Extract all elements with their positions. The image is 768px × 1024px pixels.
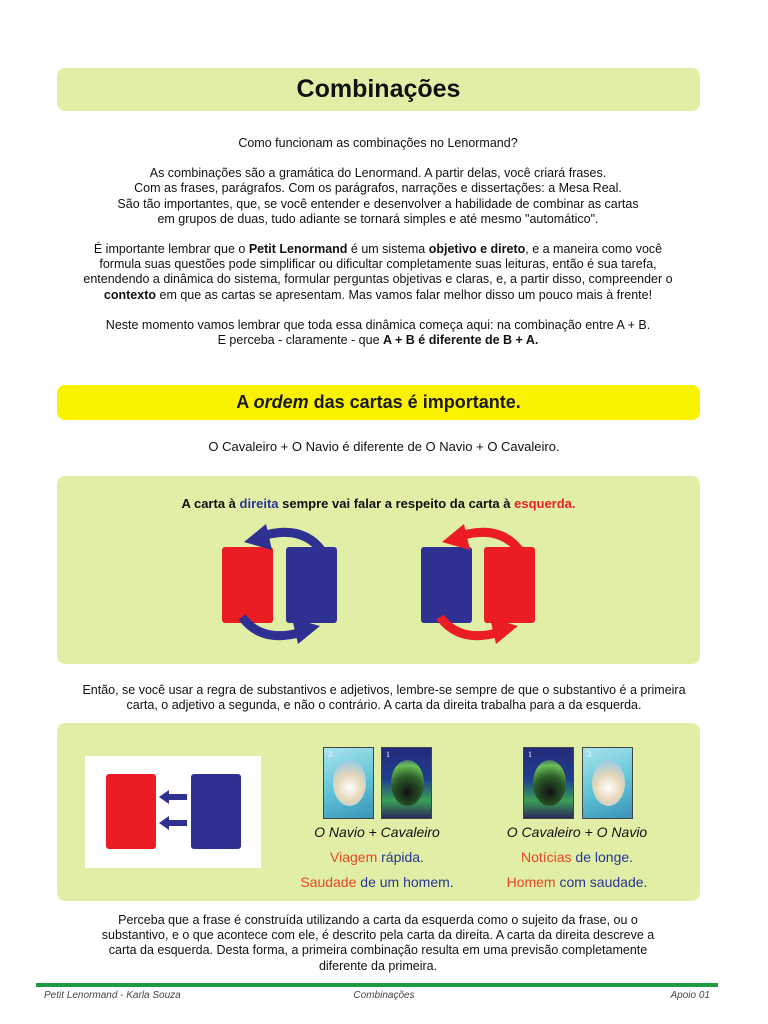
rider-illustration: [391, 760, 424, 806]
text-fragment: A carta à: [181, 496, 240, 511]
text-fragment: É importante lembrar que o: [93, 242, 249, 257]
rider-illustration: [533, 760, 566, 806]
footer-section: Combinações: [353, 990, 415, 1001]
text-fragment: de um homem.: [356, 874, 454, 890]
blue-card: [191, 774, 241, 849]
combo-left-phrase-2: [277, 874, 477, 890]
footer-author: Petit Lenormand - Karla Souza: [44, 990, 181, 1001]
red-card: [106, 774, 156, 849]
ship-illustration: [333, 760, 366, 806]
card-number: 1: [528, 750, 532, 759]
arrow-left-icon: [157, 786, 191, 836]
text-fragment: é um sistema: [347, 242, 429, 257]
text-fragment: das cartas é importante.: [308, 392, 521, 412]
card-number: 3: [328, 750, 332, 759]
combo-right-phrase-2: [477, 874, 677, 890]
text-fragment: Neste momento vamos lembrar que toda essa dinâmica começa aqui: na combinação entre A + B.: [105, 317, 651, 332]
rotate-arrows-red-icon: [420, 524, 540, 644]
text-fragment: A: [236, 392, 254, 412]
intro-p1-line: As combinações são a gramática do Lenormand. A partir delas, você criará frases.: [149, 166, 607, 181]
card-number: 3: [587, 750, 591, 759]
intro-paragraph-2: [60, 242, 696, 303]
text-fragment: em que as cartas se apresentam. Mas vamos falar melhor disso um pouco mais à frente!: [156, 287, 653, 302]
ship-card-image: [582, 747, 633, 819]
text-fragment: E perceba - claramente - que: [217, 333, 383, 348]
closing-line: diferente da primeira.: [318, 958, 438, 973]
examples-panel: [57, 723, 700, 901]
text-fragment: formula suas questões pode simplificar ou dificultar completamente suas leituras, então é sua tarefa,: [99, 257, 657, 272]
intro-text: [60, 136, 696, 363]
rule-line: Então, se você usar a regra de substantivos e adjetivos, lembre-se sempre de que o substantivo é a primeira: [82, 683, 686, 697]
ship-illustration: [592, 760, 625, 806]
page-title: Combinações: [296, 75, 461, 103]
closing-line: carta da esquerda. Desta forma, a primeira combinação resulta em uma previsão completamente: [108, 943, 648, 958]
text-fragment: rápida.: [377, 849, 424, 865]
footer-page: Apoio 01: [670, 990, 710, 1001]
example-line: O Cavaleiro + O Navio é diferente de O Navio + O Cavaleiro.: [208, 439, 560, 454]
closing-line: substantivo, e o que acontece com ele, é descrito pela carta da direita. A carta da direita descreve a: [101, 928, 655, 943]
ship-card-image: [323, 747, 374, 819]
text-fragment: entendendo a dinâmica do sistema, formular perguntas objetivas e claras, e, a partir disso, compreender o: [83, 272, 673, 287]
highlight-word: Saudade: [300, 874, 357, 890]
rule-line: carta, o adjetivo a segunda, e não o contrário. A carta da direita trabalha para a da esquerda.: [126, 698, 642, 713]
intro-question: Como funcionam as combinações no Lenormand?: [238, 136, 518, 150]
closing-line: Perceba que a frase é construída utilizando a carta da esquerda como o sujeito da frase, ou o: [118, 913, 638, 927]
highlight-right: direita: [239, 496, 279, 511]
text-fragment: sempre vai falar a respeito da carta à: [278, 496, 515, 511]
rotate-arrows-blue-icon: [222, 524, 342, 644]
highlight-left: esquerda.: [514, 496, 576, 511]
bold-term: contexto: [103, 287, 157, 302]
intro-p1-line: Com as frases, parágrafos. Com os parágrafos, narrações e dissertações: a Mesa Real.: [134, 181, 622, 196]
section-heading: [57, 385, 700, 420]
intro-p1-line: São tão importantes, que, se você entender e desenvolver a habilidade de combinar as cartas: [117, 196, 639, 211]
italic-term: ordem: [253, 392, 309, 412]
intro-paragraph-3: [60, 318, 696, 348]
rule-text: [40, 683, 728, 713]
combo-caption-right: O Cavaleiro + O Navio: [506, 824, 648, 840]
closing-text: [60, 913, 696, 974]
highlight-word: Notícias: [520, 849, 572, 865]
order-diagram-panel: [57, 476, 700, 664]
text-fragment: com saudade.: [555, 874, 648, 890]
text-fragment: de longe.: [571, 849, 634, 865]
card-number: 1: [386, 750, 390, 759]
intro-p1-line: em grupos de duas, tudo adiante se tornará simples e até mesmo "automático".: [157, 211, 599, 226]
bold-term: objetivo e direto: [428, 242, 526, 257]
order-banner: [57, 385, 700, 420]
bold-term: A + B é diferente de B + A.: [383, 333, 539, 348]
highlight-word: Viagem: [330, 849, 378, 865]
panel-heading: [57, 496, 700, 511]
text-fragment: , e a maneira como você: [525, 242, 663, 257]
intro-paragraph-1: [60, 166, 696, 227]
footer-divider: [36, 983, 718, 987]
combo-right-phrase-1: [477, 849, 677, 865]
combo-caption-left: O Navio + Cavaleiro: [314, 824, 440, 840]
highlight-word: Homem: [506, 874, 556, 890]
title-banner: [57, 68, 700, 111]
bold-term: Petit Lenormand: [248, 242, 348, 257]
rider-card-image: [381, 747, 432, 819]
direction-diagram: [85, 756, 261, 868]
rider-card-image: [523, 747, 574, 819]
combo-left-phrase-1: [277, 849, 477, 865]
